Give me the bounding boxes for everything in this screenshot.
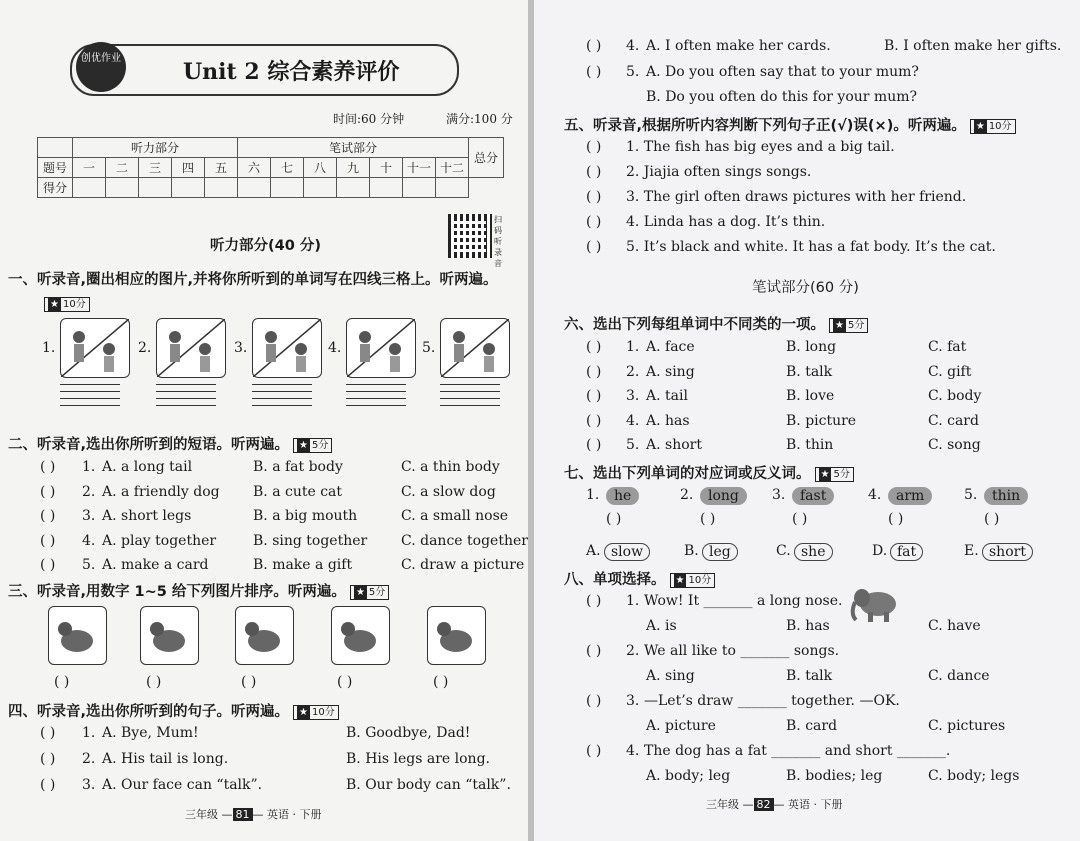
option-a: A. sing [646,668,695,684]
option-c: C. have [928,618,981,634]
qnum-cell: 三 [139,158,172,178]
score-cell[interactable] [73,178,106,198]
brand-logo: 创优作业 [76,42,126,92]
question-number: 2. [626,363,640,380]
full-score-label: 满分:100 分 [446,112,513,126]
option-b: B. talk [786,363,833,380]
order-picture[interactable] [331,606,390,665]
score-cell[interactable] [106,178,139,198]
qnum-cell: 十二 [436,158,469,178]
question-number: 5. [626,64,640,80]
option-c: C. gift [928,363,972,380]
answer-paren[interactable]: ( ) [586,437,602,453]
qnum-cell: 十一 [403,158,436,178]
question-number: 3. [626,388,640,404]
answer-paren[interactable]: ( ) [40,532,56,549]
answer-paren[interactable]: ( ) [586,643,602,659]
match-paren[interactable]: ( ) [792,511,808,527]
picture-box[interactable] [346,318,416,378]
option-a: A. a friendly dog [102,483,220,500]
option-letter: C. [776,543,791,559]
left-page [0,0,528,841]
picture-number: 3. [234,340,248,356]
writing-lines[interactable] [440,384,500,412]
judge-paren[interactable]: ( ) [586,189,602,205]
judge-paren[interactable]: ( ) [586,164,602,180]
picture-number: 5. [422,340,436,356]
answer-paren[interactable]: ( ) [586,693,602,709]
order-paren[interactable]: ( ) [337,674,353,690]
option-c: C. body [928,388,982,404]
word-box: arm [888,485,932,505]
judge-sentence: 1. The fish has big eyes and a big tail. [626,139,895,155]
answer-paren[interactable]: ( ) [40,557,56,573]
match-paren[interactable]: ( ) [888,511,904,527]
answer-paren[interactable]: ( ) [586,363,602,380]
score-cell[interactable] [370,178,403,198]
order-picture[interactable] [48,606,107,665]
option-a: A. Do you often say that to your mum? [646,64,919,80]
judge-sentence: 2. Jiajia often sings songs. [626,164,812,180]
option-b: B. sing together [253,532,368,549]
question-number: 1. [82,725,96,741]
option-b: B. His legs are long. [346,751,490,767]
qnum-label: 题号 [38,158,73,178]
option-b: B. talk [786,668,833,684]
question-number: 5. [626,437,640,453]
section1-score: ★ 10分 [40,294,90,313]
option-letter: B. [684,543,699,559]
order-picture[interactable] [235,606,294,665]
time-label: 时间:60 分钟 [333,112,405,126]
question-number: 4. [82,532,96,549]
option-b: B. a fat body [253,459,343,475]
option-c: C. body; legs [928,768,1020,784]
judge-sentence: 4. Linda has a dog. It’s thin. [626,214,826,230]
written-header: 笔试部分 [238,138,469,158]
score-cell[interactable] [172,178,205,198]
order-paren[interactable]: ( ) [54,674,70,690]
word-number: 2. [680,487,694,503]
picture-box[interactable] [60,318,130,378]
qnum-cell: 八 [304,158,337,178]
score-cell[interactable] [337,178,370,198]
answer-paren[interactable]: ( ) [586,38,602,54]
option-word-box: she [794,541,833,561]
word-box: fast [792,485,834,505]
question-number: 1. [82,459,96,475]
word-box: thin [984,485,1028,505]
option-b: B. has [786,618,830,634]
option-b: B. love [786,388,835,404]
option-b: B. make a gift [253,557,353,573]
answer-paren[interactable]: ( ) [40,483,56,500]
score-label: 得分 [38,178,73,198]
qr-code[interactable] [448,214,492,258]
option-a: A. His tail is long. [102,751,229,767]
option-a: A. make a card [102,557,209,573]
question-number: 2. [82,751,96,767]
option-b: B. thin [786,437,834,453]
qnum-cell: 六 [238,158,271,178]
right-footer: 三年级 — 82 — 英语 · 下册 [706,798,843,811]
word-box: he [606,485,639,505]
option-word-box: leg [702,541,738,561]
picture-box[interactable] [252,318,322,378]
score-cell[interactable] [304,178,337,198]
match-paren[interactable]: ( ) [606,511,622,527]
answer-paren[interactable]: ( ) [586,593,602,609]
answer-paren[interactable]: ( ) [40,459,56,475]
qr-label: 扫码听录音 [494,215,502,268]
option-b: B. a cute cat [253,483,343,500]
question-number: 3. [82,777,96,793]
question-number: 1. [626,339,640,355]
picture-box[interactable] [440,318,510,378]
option-word-box: fat [890,541,923,561]
option-a: A. play together [102,532,217,549]
writing-lines[interactable] [156,384,216,412]
page-number: 82 [754,798,774,811]
score-cell[interactable] [139,178,172,198]
score-cell[interactable] [403,178,436,198]
question-number: 3. [626,693,640,709]
picture-box[interactable] [156,318,226,378]
match-paren[interactable]: ( ) [700,511,716,527]
page-number: 81 [233,808,253,821]
word-number: 1. [586,487,600,503]
picture-number: 2. [138,340,152,356]
question-number: 4. [626,412,640,429]
question-text: Wow! It _______ a long nose. [644,593,843,609]
qnum-cell: 五 [205,158,238,178]
judge-sentence: 5. It’s black and white. It has a fat body. It’s the cat. [626,239,996,255]
order-picture[interactable] [427,606,486,665]
match-paren[interactable]: ( ) [984,511,1000,527]
answer-paren[interactable]: ( ) [40,725,56,741]
section7-title: 七、选出下列单词的对应词或反义词。 ★ 5分 [564,462,854,483]
question-text: The dog has a fat _______ and short _______. [644,743,951,759]
option-b: B. long [786,339,837,355]
option-a: A. has [646,412,690,429]
word-number: 3. [772,487,786,503]
section4-title: 四、听录音,选出你所听到的句子。听两遍。 ★ 10分 [8,700,339,721]
writing-lines[interactable] [60,384,120,412]
option-c: C. pictures [928,718,1006,734]
option-c: C. card [928,412,979,429]
answer-paren[interactable]: ( ) [586,388,602,404]
section6-title: 六、选出下列每组单词中不同类的一项。 ★ 5分 [564,313,868,334]
option-b: B. Goodbye, Dad! [346,725,471,741]
option-b: B. I often make her gifts. [884,38,1062,54]
option-a: A. is [646,618,677,634]
score-cell[interactable] [436,178,469,198]
order-paren[interactable]: ( ) [146,674,162,690]
order-paren[interactable]: ( ) [433,674,449,690]
judge-paren[interactable]: ( ) [586,214,602,230]
writing-lines[interactable] [346,384,406,412]
option-c: C. dance [928,668,990,684]
option-c: C. a slow dog [401,483,496,500]
option-a: A. body; leg [646,768,731,784]
page-title: Unit 2 综合素养评价 [183,59,400,85]
total-header: 总分 [469,138,504,178]
answer-paren[interactable]: ( ) [40,777,56,793]
qnum-cell: 四 [172,158,205,178]
question-number: 5. [82,557,96,573]
option-c: C. song [928,437,981,453]
score-cell[interactable] [271,178,304,198]
option-b: B. picture [786,412,857,429]
question-number: 4. [626,38,640,54]
section2-title: 二、听录音,选出你所听到的短语。听两遍。 ★ 5分 [8,433,332,454]
answer-paren[interactable]: ( ) [586,412,602,429]
option-word-box: slow [604,541,650,561]
picture-number: 4. [328,340,342,356]
option-word-box: short [982,541,1033,561]
answer-paren[interactable]: ( ) [586,743,602,759]
left-footer: 三年级 — 81 — 英语 · 下册 [185,808,322,821]
picture-number: 1. [42,340,56,356]
answer-paren[interactable]: ( ) [40,508,56,524]
order-paren[interactable]: ( ) [241,674,257,690]
option-a: A. face [646,339,695,355]
judge-paren[interactable]: ( ) [586,239,602,255]
score-cell[interactable] [238,178,271,198]
qnum-cell: 十 [370,158,403,178]
option-b: B. card [786,718,838,734]
option-letter: A. [586,543,601,559]
option-c: C. a small nose [401,508,509,524]
written-title: 笔试部分(60 分) [752,280,859,296]
option-letter: D. [872,543,888,559]
listen-header: 听力部分 [73,138,238,158]
question-number: 3. [82,508,96,524]
option-a: A. a long tail [102,459,193,475]
answer-paren[interactable]: ( ) [40,751,56,767]
elephant-icon [848,584,904,626]
listening-title: 听力部分(40 分) [210,238,321,254]
question-number: 2. [82,483,96,500]
option-c: C. draw a picture [401,557,525,573]
score-table [37,137,504,198]
section8-title: 八、单项选择。 ★ 10分 [564,568,715,589]
question-text: We all like to _______ songs. [644,643,840,659]
section5-title: 五、听录音,根据所听内容判断下列句子正(√)误(×)。听两遍。 ★ 10分 [564,114,1016,135]
question-text: —Let’s draw _______ together. —OK. [644,693,900,709]
option-b: B. bodies; leg [786,768,883,784]
judge-sentence: 3. The girl often draws pictures with her friend. [626,189,967,205]
qnum-cell: 二 [106,158,139,178]
qnum-cell: 一 [73,158,106,178]
answer-paren[interactable]: ( ) [586,64,602,80]
option-a: A. Our face can “talk”. [102,777,263,793]
option-b: B. a big mouth [253,508,358,524]
question-number: 4. [626,743,640,759]
word-box: long [700,485,747,505]
option-c: C. fat [928,339,967,355]
order-picture[interactable] [140,606,199,665]
section3-title: 三、听录音,用数字 1~5 给下列图片排序。听两遍。 ★ 5分 [8,580,389,601]
score-cell[interactable] [205,178,238,198]
question-number: 2. [626,643,640,659]
question-number: 1. [626,593,640,609]
option-b: B. Our body can “talk”. [346,777,511,793]
option-c: C. dance together [401,532,528,549]
word-number: 5. [964,487,978,503]
right-page [534,0,1080,841]
writing-lines[interactable] [252,384,312,412]
option-a: A. short [646,437,702,453]
option-a: A. sing [646,363,695,380]
option-a: A. short legs [102,508,192,524]
qnum-cell: 九 [337,158,370,178]
option-a: A. picture [646,718,716,734]
option-a: A. Bye, Mum! [102,725,199,741]
option-a: A. tail [646,388,688,404]
option-a: A. I often make her cards. [646,38,831,54]
option-b: B. Do you often do this for your mum? [646,89,918,105]
word-number: 4. [868,487,882,503]
judge-paren[interactable]: ( ) [586,139,602,155]
answer-paren[interactable]: ( ) [586,339,602,355]
section1-title: 一、听录音,圈出相应的图片,并将你所听到的单词写在四线三格上。听两遍。 [8,272,498,288]
qnum-cell: 七 [271,158,304,178]
option-letter: E. [964,543,979,559]
option-c: C. a thin body [401,459,500,475]
